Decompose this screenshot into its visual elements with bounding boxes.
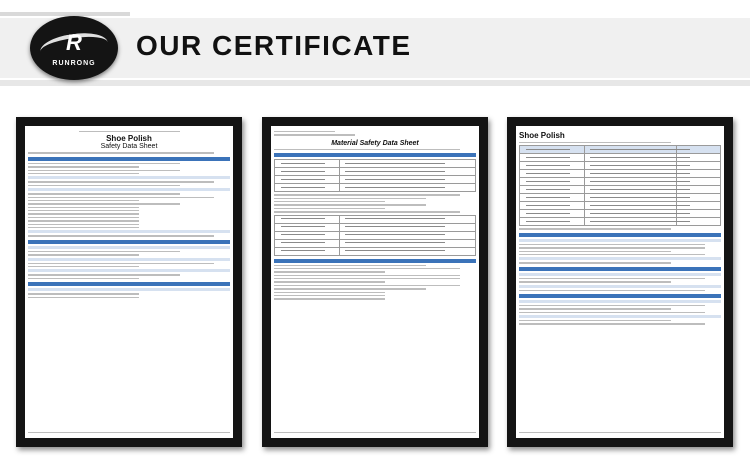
certificate-subtitle: Safety Data Sheet: [100, 143, 158, 151]
logo-mark: R: [66, 30, 82, 55]
composition-table: [519, 145, 721, 226]
certificate-frame-1: [16, 117, 242, 447]
certificate-document-2: [274, 129, 476, 435]
certificate-document-1: [28, 129, 230, 435]
supplier-table: [274, 215, 476, 256]
certificate-title: Material Safety Data Sheet: [331, 139, 419, 147]
header-bottom-stripe: [0, 80, 750, 86]
certificate-frame-2: [262, 117, 488, 447]
logo-brand: RUNRONG: [52, 60, 96, 67]
identifier-table: [274, 159, 476, 192]
certificate-title: Shoe Polish: [519, 131, 565, 140]
certificate-title: Shoe Polish: [106, 134, 152, 144]
company-logo: [30, 16, 118, 80]
certificate-mat: [271, 126, 479, 438]
certificate-document-3: [519, 129, 721, 435]
certificate-frame-3: [507, 117, 733, 447]
certificate-mat: [25, 126, 233, 438]
page-title: OUR CERTIFICATE: [136, 30, 412, 61]
certificate-mat: [516, 126, 724, 438]
header-top-accent: [0, 12, 130, 16]
header-banner: [0, 0, 750, 100]
